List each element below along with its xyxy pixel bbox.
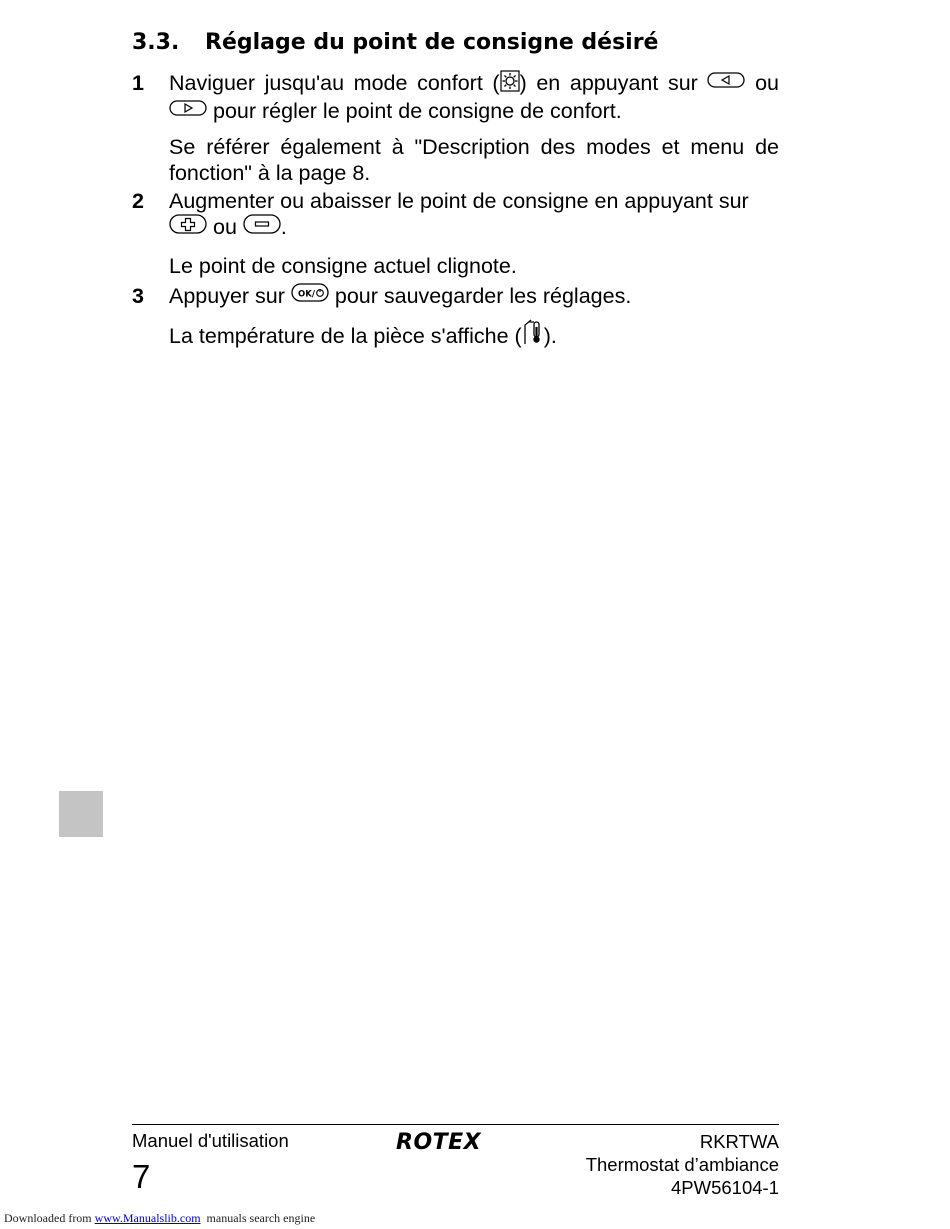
step-number: 3 xyxy=(132,284,144,308)
chapter-tab-marker xyxy=(59,791,103,837)
download-notice xyxy=(4,1211,315,1226)
ok-button-label: OK/ xyxy=(297,289,315,300)
sun-icon xyxy=(500,70,520,98)
right-arrow-button-icon xyxy=(169,100,207,126)
step-text: ). xyxy=(543,324,557,348)
step-text: Augmenter ou abaisser le point de consigne en appuyant sur xyxy=(169,189,749,213)
page-number: 7 xyxy=(132,1158,151,1195)
download-prefix: Downloaded from xyxy=(4,1211,92,1225)
section-number: 3.3. xyxy=(132,30,180,55)
step-text: La température de la pièce s'affiche ( xyxy=(169,324,522,348)
footer-rule xyxy=(132,1124,779,1125)
rotex-logo: ROTEX xyxy=(396,1130,482,1155)
manualslib-link[interactable]: www.Manualslib.com xyxy=(94,1211,201,1225)
step-text: ) en appuyant sur xyxy=(519,71,698,95)
footer-product-info xyxy=(586,1130,779,1199)
section-title: Réglage du point de consigne désiré xyxy=(205,30,659,55)
footer-manual-title: Manuel d'utilisation xyxy=(132,1130,289,1151)
footer-doc-number: 4PW56104-1 xyxy=(671,1177,779,1198)
step-text: Naviguer jusqu'au mode confort ( xyxy=(169,71,500,95)
step-number: 2 xyxy=(132,189,144,213)
ok-button-icon xyxy=(291,283,329,311)
minus-button-icon xyxy=(243,214,281,242)
step-2 xyxy=(132,188,779,279)
step-note: Se référer également à "Description des modes et menu de fonction" à la page 8. xyxy=(169,135,779,185)
step-text: Appuyer sur xyxy=(169,284,285,308)
step-instruction xyxy=(169,283,779,311)
thermometer-icon xyxy=(522,319,544,351)
step-number: 1 xyxy=(132,71,144,95)
left-arrow-button-icon xyxy=(707,72,745,98)
step-text: pour sauvegarder les réglages. xyxy=(334,284,632,308)
step-3 xyxy=(132,283,779,351)
plus-button-icon xyxy=(169,214,207,242)
step-text: ou xyxy=(755,71,779,95)
step-instruction xyxy=(169,188,779,242)
footer-product: Thermostat d’ambiance xyxy=(585,1154,779,1175)
step-text: ou xyxy=(212,215,237,239)
step-text: . xyxy=(280,215,287,239)
step-text: pour régler le point de consigne de confort. xyxy=(212,99,622,123)
footer-model: RKRTWA xyxy=(699,1131,779,1152)
step-instruction xyxy=(169,70,779,126)
step-note xyxy=(169,319,779,351)
download-suffix: manuals search engine xyxy=(206,1211,316,1225)
step-note: Le point de consigne actuel clignote. xyxy=(169,254,517,278)
section-heading xyxy=(132,30,658,55)
step-1 xyxy=(132,70,779,186)
